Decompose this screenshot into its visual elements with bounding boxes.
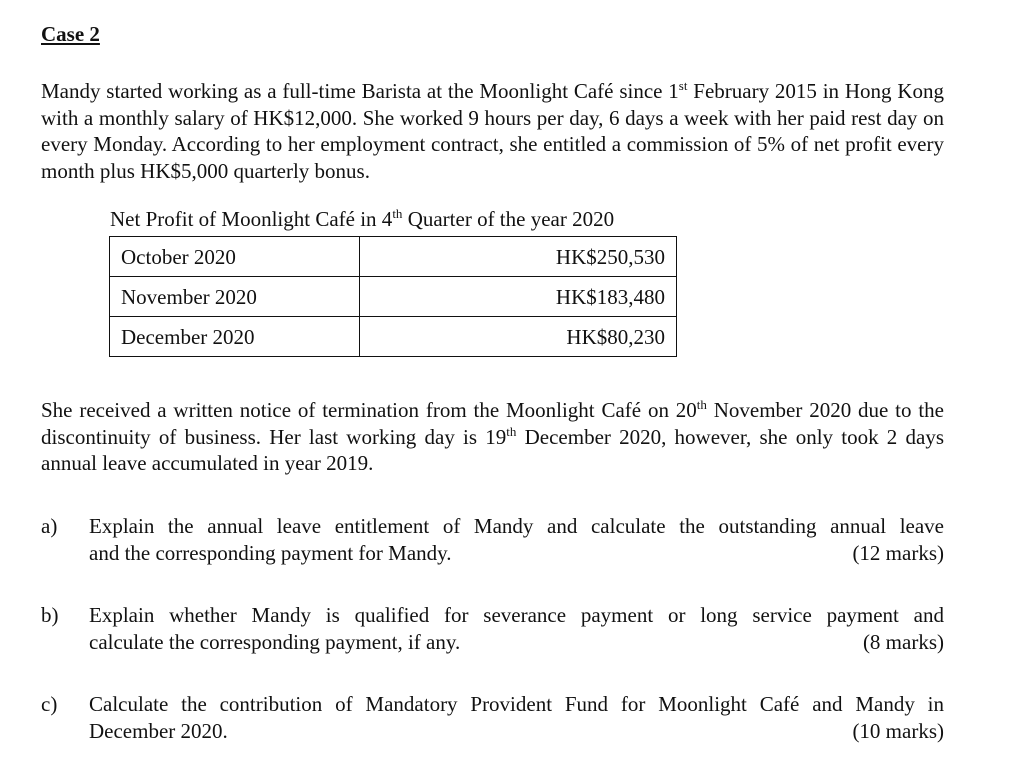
question-body [89,513,944,566]
question-marks: (8 marks) [862,629,944,654]
intro-superscript-1: st [678,78,688,93]
question-text-line1: Explain the annual leave entitlement of Mandy and calculate the outstanding annual leave [89,514,944,538]
question-text-line1: Explain whether Mandy is qualified for severance payment or long service payment and [89,603,944,627]
amount-cell: HK$80,230 [360,317,677,357]
table-caption [110,205,614,233]
question-body [89,691,944,744]
notice-superscript-2: th [506,423,517,439]
question-line2 [89,629,944,656]
question-label: a) [41,514,58,538]
intro-text-2: February 2015 in Hong Kong with a monthly salary of HK$12,000. She worked 9 hours per day, 6 days a week with her paid rest day on every Monday. According to her employment contract, she entitled a commission of 5% of net profit every month plus HK$5,000 quarterly bonus. [41,79,944,183]
month-cell: December 2020 [110,317,360,357]
caption-text-2: Quarter of the year 2020 [402,207,615,231]
case-heading: Case 2 [41,22,100,46]
intro-paragraph [41,78,944,184]
notice-paragraph [41,397,944,477]
question-text-line2: calculate the corresponding payment, if any. [89,629,461,654]
caption-superscript: th [392,206,403,221]
net-profit-table [109,236,677,357]
notice-text-3: December 2020, however, she only took 2 days annual leave accumulated in year 2019. [41,424,944,475]
question-text-line2: December 2020. [89,718,228,743]
caption-text-1: Net Profit of Moonlight Café in 4 [110,207,393,231]
question-marks: (10 marks) [852,718,944,743]
month-cell: November 2020 [110,277,360,317]
question-label: c) [41,692,58,716]
table-row [110,237,677,277]
question-line2 [89,540,944,567]
notice-text-1: She received a written notice of termination from the Moonlight Café on 20 [41,398,697,422]
question-label: b) [41,603,59,627]
question-line2 [89,718,944,745]
question-text-line1: Calculate the contribution of Mandatory Provident Fund for Moonlight Café and Mandy in [89,692,944,716]
question-body [89,602,944,655]
question-marks: (12 marks) [852,540,944,565]
amount-cell: HK$183,480 [360,277,677,317]
question-text-line2: and the corresponding payment for Mandy. [89,540,452,565]
notice-superscript-1: th [696,397,707,412]
amount-cell: HK$250,530 [360,237,677,277]
intro-text-1: Mandy started working as a full-time Barista at the Moonlight Café since 1 [41,79,679,103]
table-row [110,277,677,317]
notice-text-2: November 2020 due to the discontinuity of business. Her last working day is 19 [41,398,944,449]
month-cell: October 2020 [110,237,360,277]
table-row [110,317,677,357]
